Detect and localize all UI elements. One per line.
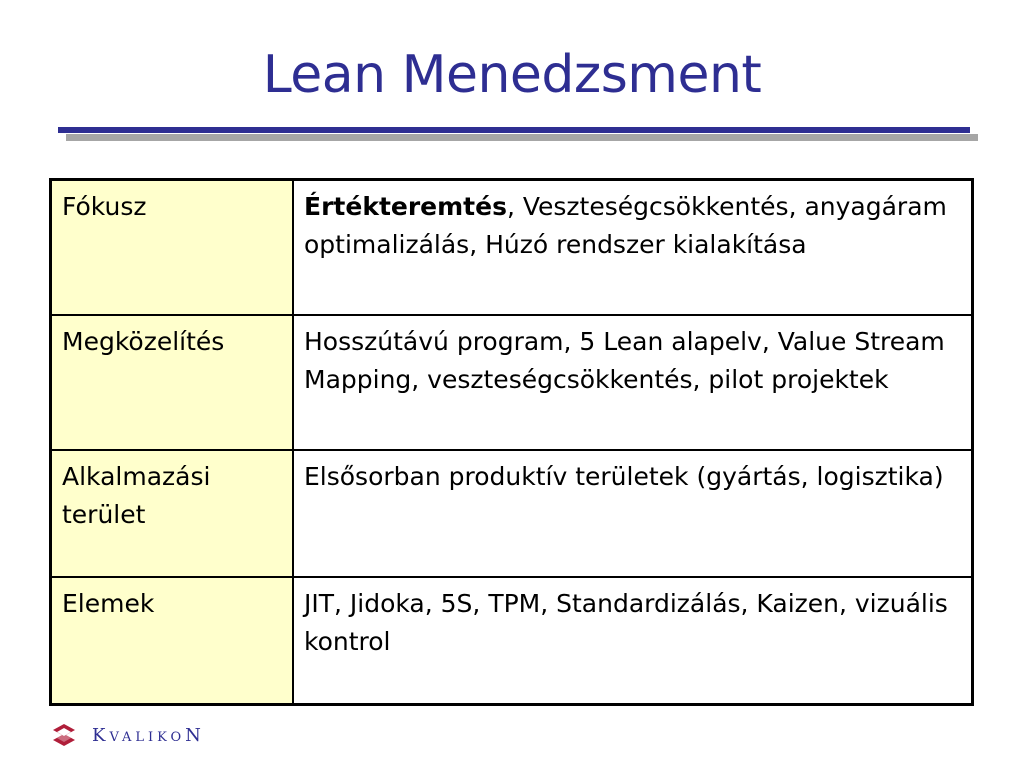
row-value-elemek: JIT, Jidoka, 5S, TPM, Standardizálás, Kaizen, vizuális kontrol bbox=[293, 577, 973, 705]
row-label-elemek: Elemek bbox=[51, 577, 294, 705]
title-divider bbox=[58, 127, 970, 133]
kvalikon-logo bbox=[52, 723, 205, 747]
row-label-fokusz: Fókusz bbox=[51, 180, 294, 316]
slide-title: Lean Menedzsment bbox=[262, 45, 762, 105]
title-divider-shadow bbox=[66, 134, 978, 141]
logo-last-letter: N bbox=[185, 724, 205, 746]
table-row bbox=[51, 180, 973, 316]
logo-middle-letters: VALIKO bbox=[109, 729, 186, 745]
table-row bbox=[51, 577, 973, 705]
comparison-table bbox=[49, 178, 974, 706]
row-value-megkozelites: Hosszútávú program, 5 Lean alapelv, Value Stream Mapping, veszteségcsökkentés, pilot projektek bbox=[293, 315, 973, 450]
kvalikon-s-mark-icon bbox=[52, 723, 76, 747]
row-value-text: , Veszteségcsökkentés, anyagáram optimalizálás, Húzó rendszer kialakítása bbox=[304, 192, 947, 259]
logo-first-letter: K bbox=[92, 724, 110, 746]
table-row bbox=[51, 450, 973, 577]
table-row bbox=[51, 315, 973, 450]
row-value-fokusz bbox=[293, 180, 973, 316]
row-value-alkalmazasi-terulet: Elsősorban produktív területek (gyártás, logisztika) bbox=[293, 450, 973, 577]
row-value-highlight: Értékteremtés bbox=[304, 192, 507, 221]
logo-wordmark bbox=[92, 725, 205, 746]
row-label-megkozelites: Megközelítés bbox=[51, 315, 294, 450]
row-label-alkalmazasi-terulet: Alkalmazási terület bbox=[51, 450, 294, 577]
